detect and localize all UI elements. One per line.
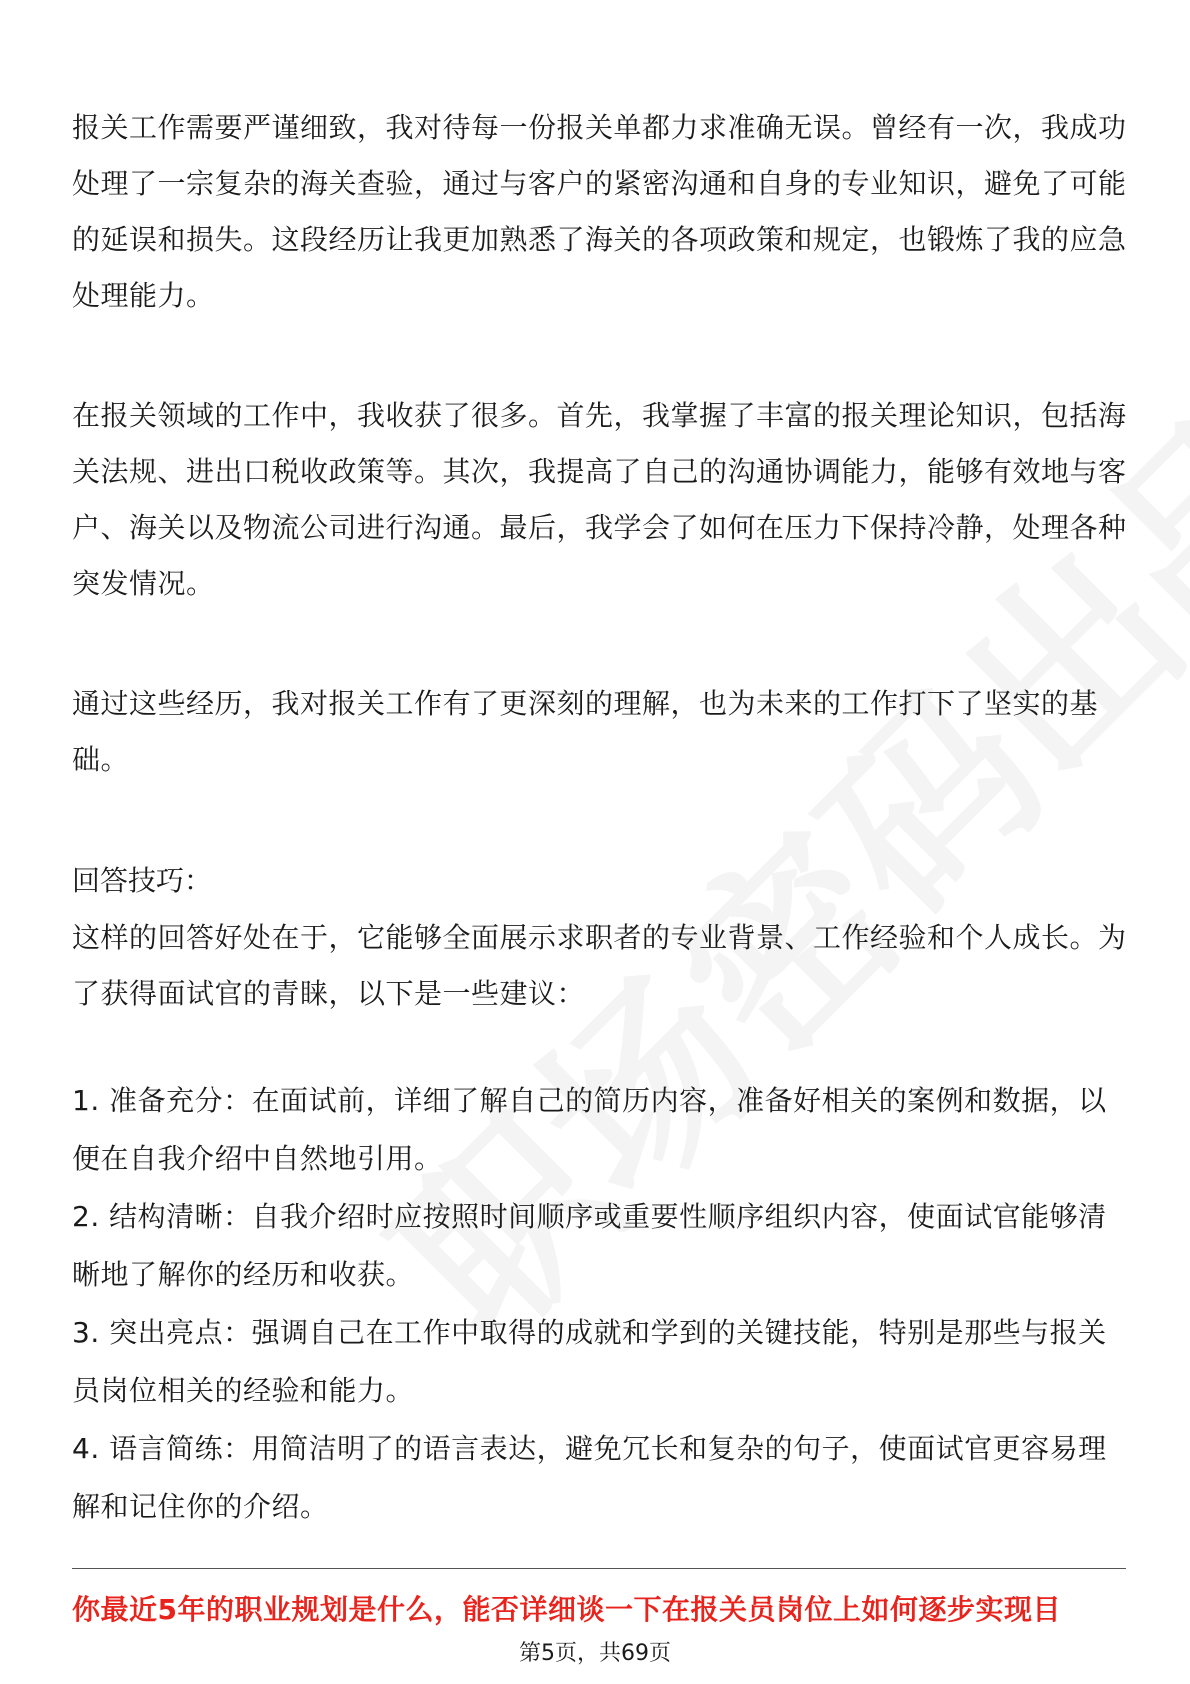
next-question-heading: 你最近5年的职业规划是什么，能否详细谈一下在报关员岗位上如何逐步实现目 [72, 1593, 1061, 1626]
paragraph-conclusion: 通过这些经历，我对报关工作有了更深刻的理解，也为未来的工作打下了坚实的基础。 [72, 687, 1099, 776]
tip-item: 3. 突出亮点：强调自己在工作中取得的成就和学到的关键技能，特别是那些与报关员岗位相关的经验和能力。 [72, 1316, 1107, 1407]
tips-label: 回答技巧： [72, 864, 213, 897]
tip-item: 4. 语言简练：用简洁明了的语言表达，避免冗长和复杂的句子，使面试官更容易理解和记住你的介绍。 [72, 1432, 1107, 1523]
section-divider [72, 1568, 1126, 1569]
document-body [72, 100, 1132, 1536]
paragraph-gains: 在报关领域的工作中，我收获了很多。首先，我掌握了丰富的报关理论知识，包括海关法规、进出口税收政策等。其次，我提高了自己的沟通协调能力，能够有效地与客户、海关以及物流公司进行沟通。最后，我学会了如何在压力下保持冷静，处理各种突发情况。 [72, 399, 1127, 600]
page-number: 第5页，共69页 [519, 1641, 671, 1666]
tip-item: 1. 准备充分：在面试前，详细了解自己的简历内容，准备好相关的案例和数据，以便在自我介绍中自然地引用。 [72, 1084, 1107, 1175]
tips-intro: 这样的回答好处在于，它能够全面展示求职者的专业背景、工作经验和个人成长。为了获得面试官的青睐，以下是一些建议： [72, 921, 1127, 1010]
tip-item: 2. 结构清晰：自我介绍时应按照时间顺序或重要性顺序组织内容，使面试官能够清晰地了解你的经历和收获。 [72, 1200, 1107, 1291]
paragraph-experience: 报关工作需要严谨细致，我对待每一份报关单都力求准确无误。曾经有一次，我成功处理了一宗复杂的海关查验，通过与客户的紧密沟通和自身的专业知识，避免了可能的延误和损失。这段经历让我更加熟悉了海关的各项政策和规定，也锻炼了我的应急处理能力。 [72, 111, 1127, 312]
